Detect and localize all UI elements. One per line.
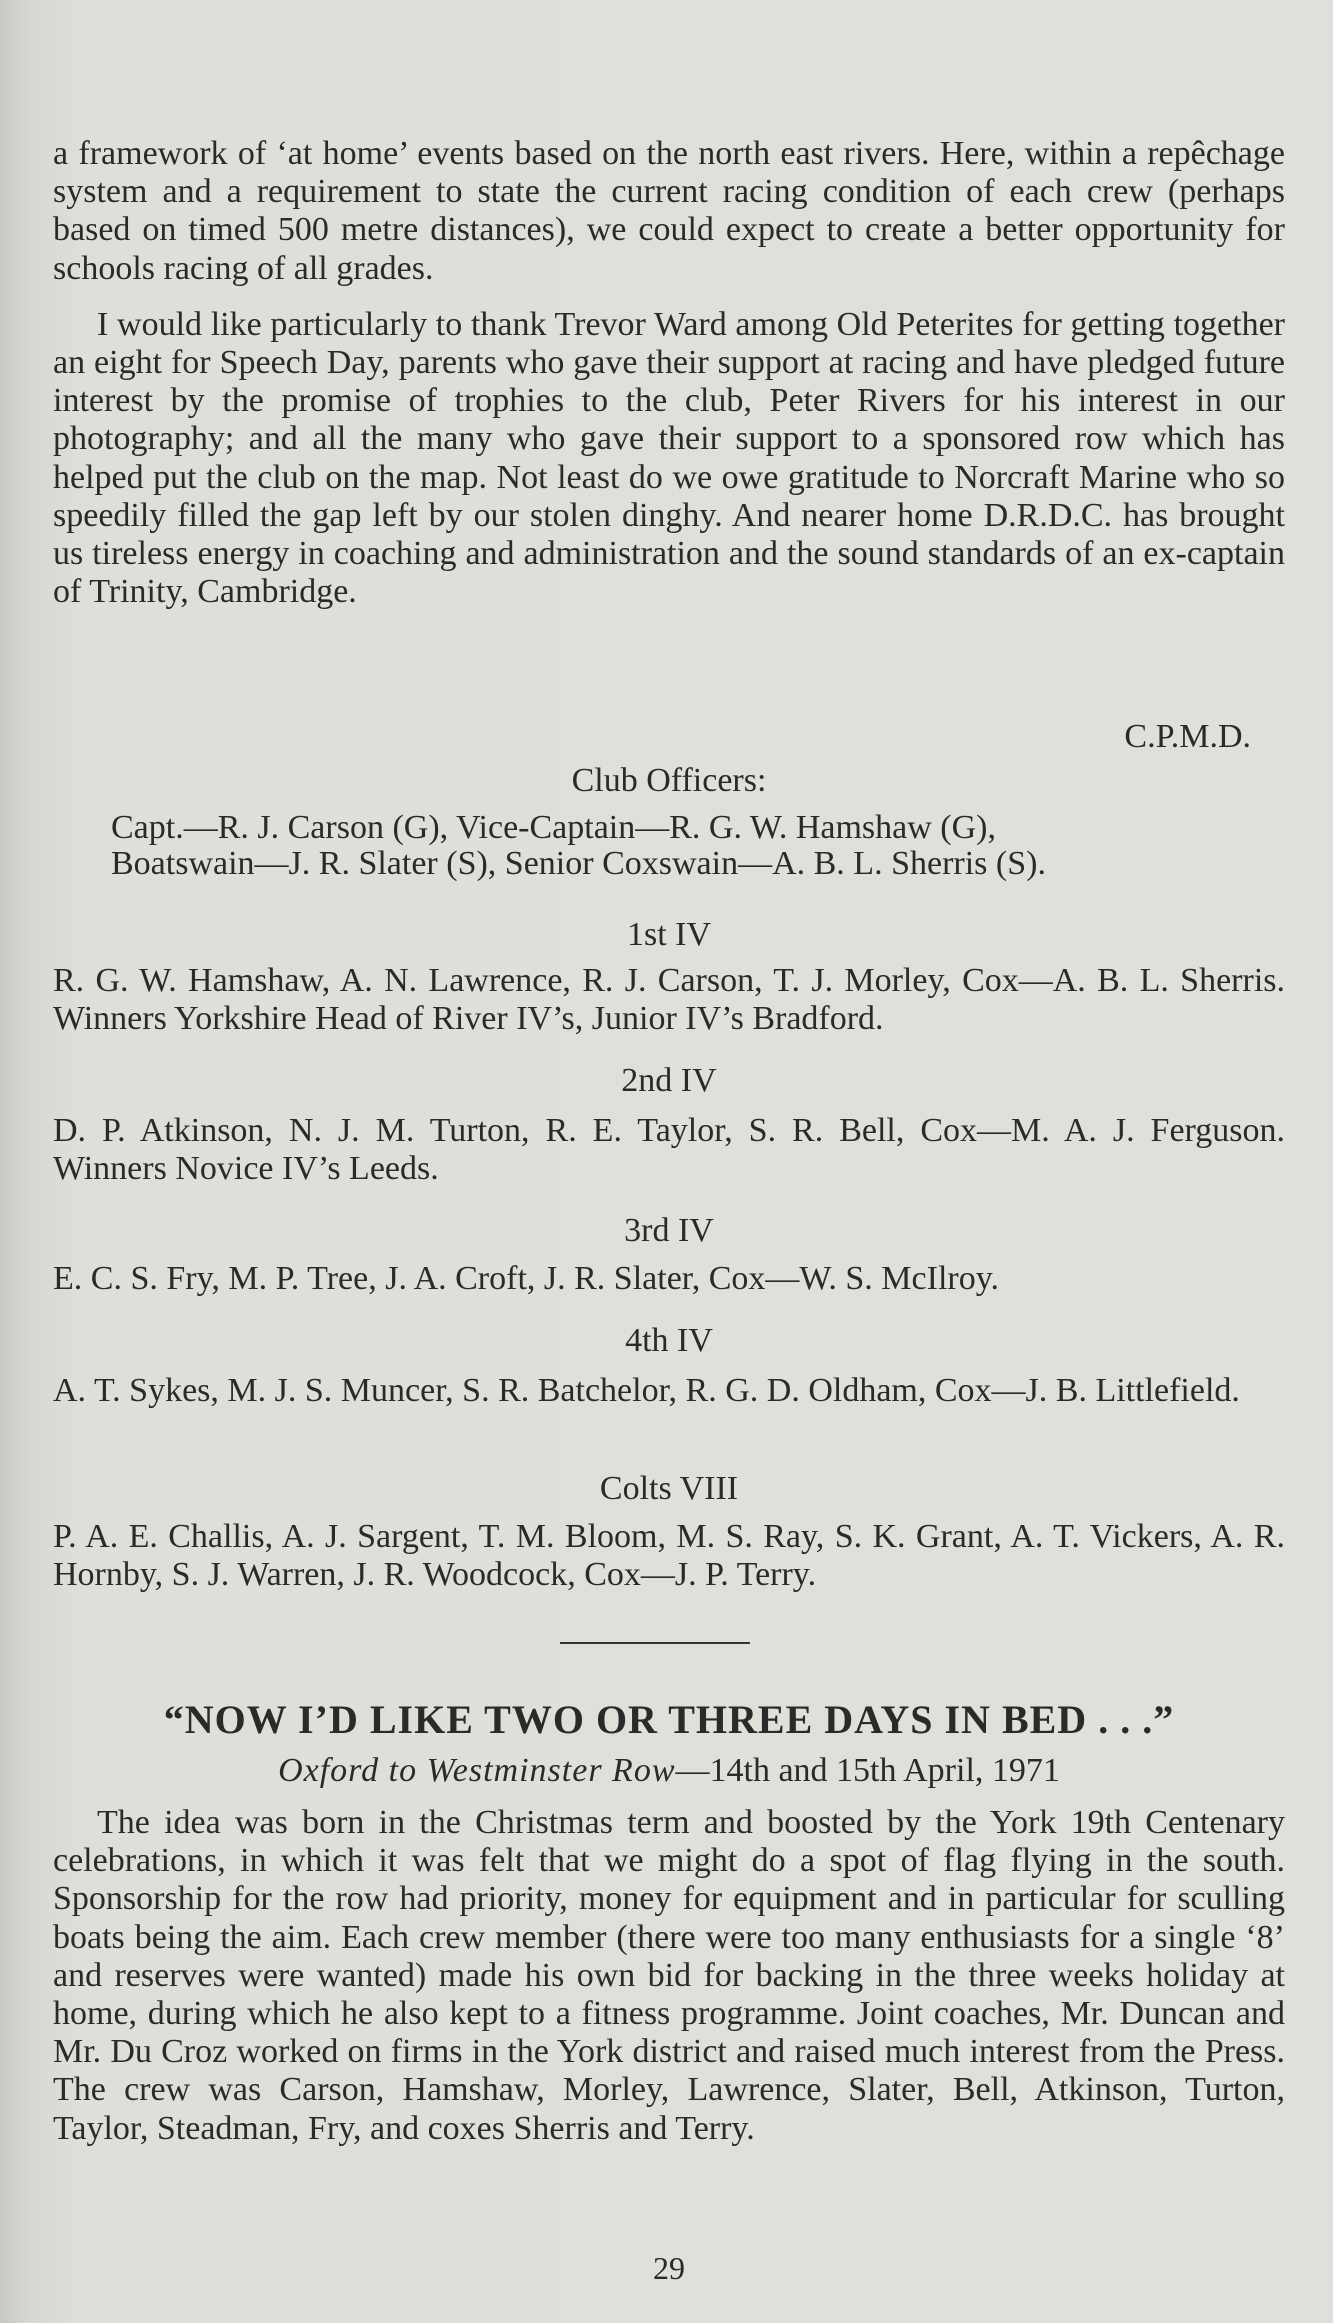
crew-heading-4th-iv: 4th IV: [625, 1322, 713, 1359]
article-title: “NOW I’D LIKE TWO OR THREE DAYS IN BED . . .”: [163, 1697, 1175, 1742]
crew-heading-2nd-iv: 2nd IV: [621, 1062, 717, 1099]
paragraph-thanks: I would like particularly to thank Trevor Ward among Old Peterites for getting together an eight for Speech Day, parents who gave their support at racing and have pledged future interest by the promise of trophies to the club, Peter Rivers for his interest in our photography; and all the many who gave their support to a sponsored row which has helped put the club on the map. Not least do we owe gratitude to Norcraft Marine who so speedily filled the gap left by our stolen dinghy. And nearer home D.R.D.C. has brought us tireless energy in coaching and administration and the sound standards of an ex-captain of Trinity, Cambridge.: [53, 305, 1285, 611]
officers-line-2: Boatswain—J. R. Slater (S), Senior Coxswain—A. B. L. Sherris (S).: [111, 845, 1046, 882]
crew-heading-1st-iv: 1st IV: [626, 916, 712, 953]
paragraph-intro: a framework of ‘at home’ events based on the north east rivers. Here, within a repêchage system and a requirement to state the current racing condition of each crew (perhaps based on timed 500 metre distances), we could expect to create a better opportunity for schools racing of all grades.: [53, 135, 1285, 287]
crew-text-4th-iv: A. T. Sykes, M. J. S. Muncer, S. R. Batchelor, R. G. D. Oldham, Cox—J. B. Littlefield.: [53, 1372, 1240, 1409]
article-subtitle-dates: —14th and 15th April, 1971: [675, 1752, 1060, 1789]
crew-heading-colts-viii: Colts VIII: [599, 1470, 739, 1507]
signature: C.P.M.D.: [1124, 718, 1251, 755]
section-divider: [560, 1642, 750, 1644]
article-subtitle: [53, 1752, 1285, 1790]
text-column: [53, 135, 1285, 611]
page-number: 29: [653, 2250, 685, 2286]
crew-text-1st-iv: R. G. W. Hamshaw, A. N. Lawrence, R. J. Carson, T. J. Morley, Cox—A. B. L. Sherris. Winners Yorkshire Head of River IV’s, Junior IV’s Bradford.: [53, 962, 1285, 1038]
article-body: The idea was born in the Christmas term and boosted by the York 19th Centenary celebrations, in which it was felt that we might do a spot of flag flying in the south. Sponsorship for the row had priority, money for equipment and in particular for sculling boats being the aim. Each crew member (there were too many enthusiasts for a single ‘8’ and reserves were wanted) made his own bid for backing in the three weeks holiday at home, during which he also kept to a fitness programme. Joint coaches, Mr. Duncan and Mr. Du Croz worked on firms in the York district and raised much interest from the Press. The crew was Carson, Hamshaw, Morley, Lawrence, Slater, Bell, Atkinson, Turton, Taylor, Steadman, Fry, and coxes Sherris and Terry.: [53, 1804, 1285, 2147]
article-subtitle-route: Oxford to Westminster Row: [278, 1752, 676, 1789]
crew-text-3rd-iv: E. C. S. Fry, M. P. Tree, J. A. Croft, J. R. Slater, Cox—W. S. McIlroy.: [53, 1260, 1000, 1297]
crew-text-2nd-iv: D. P. Atkinson, N. J. M. Turton, R. E. Taylor, S. R. Bell, Cox—M. A. J. Ferguson. Winners Novice IV’s Leeds.: [53, 1112, 1285, 1188]
officers-list: [53, 810, 1285, 882]
crew-text-colts-viii: P. A. E. Challis, A. J. Sargent, T. M. Bloom, M. S. Ray, S. K. Grant, A. T. Vickers, A. R. Hornby, S. J. Warren, J. R. Woodcock, Cox—J. P. Terry.: [53, 1518, 1285, 1594]
officers-heading: Club Officers:: [571, 762, 767, 799]
officers-line-1: Capt.—R. J. Carson (G), Vice-Captain—R. G. W. Hamshaw (G),: [111, 809, 996, 846]
crew-heading-3rd-iv: 3rd IV: [624, 1212, 714, 1249]
